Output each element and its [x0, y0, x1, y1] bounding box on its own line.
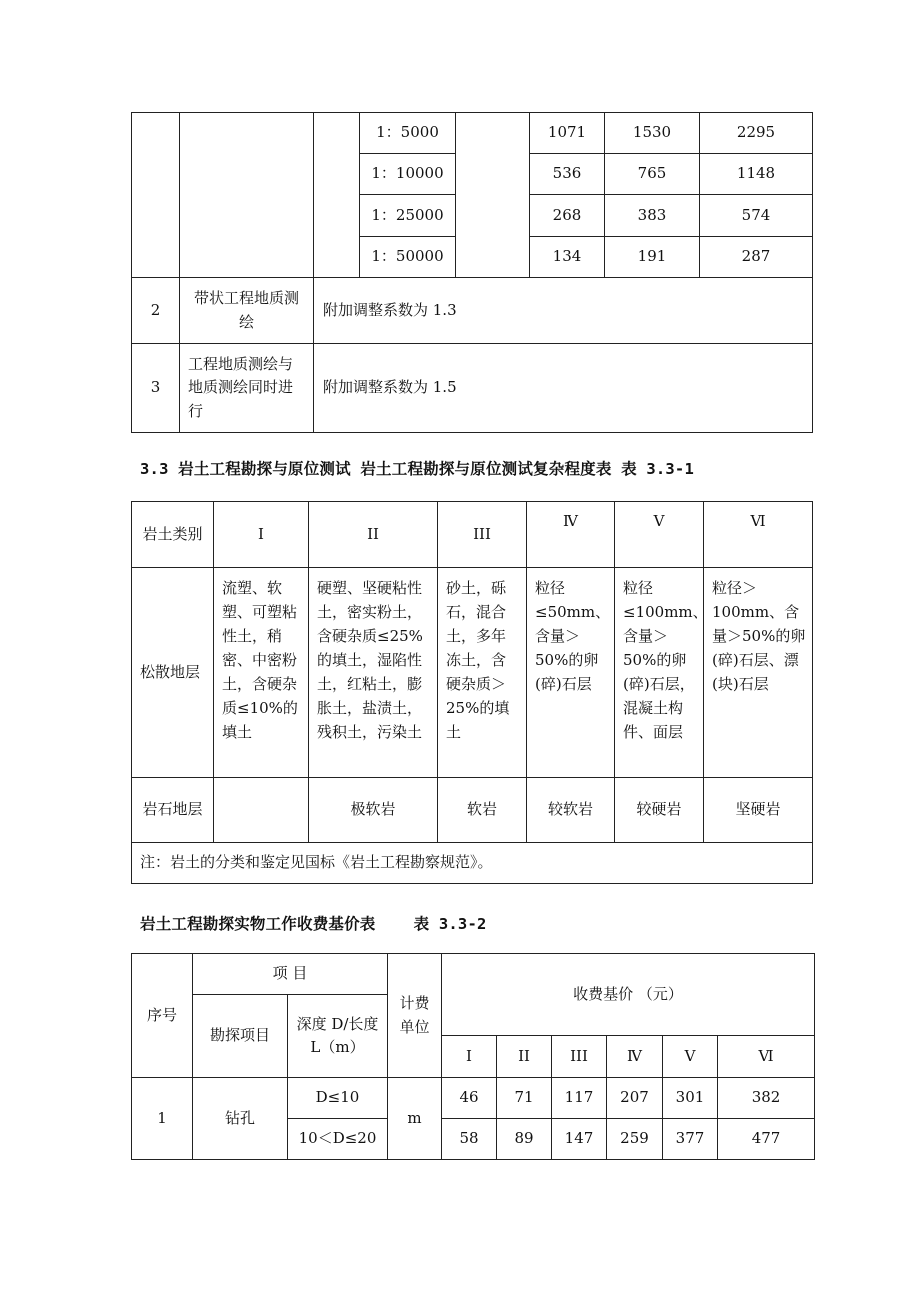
table-cell — [132, 113, 180, 278]
table-header-row — [132, 502, 813, 568]
survey-fee-table-continuation — [131, 112, 813, 433]
table-cell: 硬塑、坚硬粘性土，密实粉土，含硬杂质≤25%的填土，湿陷性土，红粘土，膨胀土，盐渍土，残积土，污染土 — [309, 568, 438, 778]
item-note: 附加调整系数为 1.5 — [314, 344, 813, 433]
header-cell: 计费单位 — [388, 954, 442, 1078]
table-row — [132, 113, 813, 154]
grade-cell: I — [442, 1036, 497, 1078]
price-cell: 477 — [718, 1119, 815, 1160]
header-cell: Ⅵ — [704, 502, 813, 568]
header-cell: 项 目 — [193, 954, 388, 995]
value-cell: 383 — [605, 195, 700, 237]
item-note: 附加调整系数为 1.3 — [314, 278, 813, 344]
value-cell: 1530 — [605, 113, 700, 154]
table-cell: 极软岩 — [309, 778, 438, 843]
table-header-row — [132, 954, 815, 995]
table-row — [132, 278, 813, 344]
table-row — [132, 843, 813, 884]
item-name: 带状工程地质测绘 — [180, 278, 314, 344]
header-cell: 序号 — [132, 954, 193, 1078]
row-number: 2 — [132, 278, 180, 344]
table-cell: 粒径＞100mm、含量＞50%的卵(碎)石层、漂(块)石层 — [704, 568, 813, 778]
table-cell — [214, 778, 309, 843]
grade-cell: V — [663, 1036, 718, 1078]
value-cell: 1071 — [530, 113, 605, 154]
header-cell: Ⅳ — [527, 502, 615, 568]
price-cell: 377 — [663, 1119, 718, 1160]
price-cell: 89 — [497, 1119, 552, 1160]
table-cell: 粒径≤50mm、含量＞50%的卵(碎)石层 — [527, 568, 615, 778]
grade-cell: II — [497, 1036, 552, 1078]
row-number: 3 — [132, 344, 180, 433]
header-cell: 岩土类别 — [132, 502, 214, 568]
table-cell: 较硬岩 — [615, 778, 704, 843]
scale-cell: 1：10000 — [360, 154, 456, 195]
price-cell: 259 — [607, 1119, 663, 1160]
table-cell: 粒径≤100mm、含量＞50%的卵(碎)石层，混凝土构件、面层 — [615, 568, 704, 778]
price-cell: 207 — [607, 1078, 663, 1119]
price-cell: 46 — [442, 1078, 497, 1119]
table-cell — [456, 113, 530, 278]
table-cell — [314, 113, 360, 278]
price-cell: 117 — [552, 1078, 607, 1119]
header-cell: III — [438, 502, 527, 568]
header-cell: 收费基价 （元） — [442, 954, 815, 1036]
header-cell: II — [309, 502, 438, 568]
fee-base-price-table — [131, 953, 815, 1160]
scale-cell: 1：50000 — [360, 237, 456, 278]
table-cell: 坚硬岩 — [704, 778, 813, 843]
row-number: 1 — [132, 1078, 193, 1160]
table-row — [132, 568, 813, 778]
value-cell: 536 — [530, 154, 605, 195]
grade-cell: Ⅵ — [718, 1036, 815, 1078]
price-cell: 301 — [663, 1078, 718, 1119]
row-label: 松散地层 — [132, 568, 214, 778]
table-cell: 砂土，砾石，混合土，多年冻土，含硬杂质＞25%的填土 — [438, 568, 527, 778]
item-name: 钻孔 — [193, 1078, 288, 1160]
value-cell: 1148 — [700, 154, 813, 195]
item-name: 工程地质测绘与地质测绘同时进行 — [180, 344, 314, 433]
value-cell: 191 — [605, 237, 700, 278]
grade-cell: III — [552, 1036, 607, 1078]
value-cell: 765 — [605, 154, 700, 195]
scale-cell: 1：25000 — [360, 195, 456, 237]
header-cell: 勘探项目 — [193, 995, 288, 1078]
table-cell — [180, 113, 314, 278]
table-row — [132, 1078, 815, 1119]
table-cell: 流塑、软塑、可塑粘性土，稍密、中密粉土，含硬杂质≤10%的填土 — [214, 568, 309, 778]
table-note: 注：岩土的分类和鉴定见国标《岩土工程勘察规范》。 — [132, 843, 813, 884]
complexity-table — [131, 501, 813, 884]
value-cell: 287 — [700, 237, 813, 278]
row-label: 岩石地层 — [132, 778, 214, 843]
grade-cell: Ⅳ — [607, 1036, 663, 1078]
header-cell: 深度 D/长度 L（m） — [288, 995, 388, 1078]
section-heading: 岩土工程勘探实物工作收费基价表 表 3.3-2 — [140, 915, 487, 933]
value-cell: 134 — [530, 237, 605, 278]
value-cell: 2295 — [700, 113, 813, 154]
price-cell: 58 — [442, 1119, 497, 1160]
header-cell: V — [615, 502, 704, 568]
depth-cell: D≤10 — [288, 1078, 388, 1119]
scale-cell: 1：5000 — [360, 113, 456, 154]
header-cell: I — [214, 502, 309, 568]
unit-cell: m — [388, 1078, 442, 1160]
depth-cell: 10＜D≤20 — [288, 1119, 388, 1160]
table-row — [132, 778, 813, 843]
value-cell: 268 — [530, 195, 605, 237]
table-row — [132, 344, 813, 433]
table-cell: 较软岩 — [527, 778, 615, 843]
price-cell: 382 — [718, 1078, 815, 1119]
price-cell: 147 — [552, 1119, 607, 1160]
price-cell: 71 — [497, 1078, 552, 1119]
value-cell: 574 — [700, 195, 813, 237]
table-cell: 软岩 — [438, 778, 527, 843]
section-heading: 3.3 岩土工程勘探与原位测试 岩土工程勘探与原位测试复杂程度表 表 3.3-1 — [140, 460, 694, 478]
